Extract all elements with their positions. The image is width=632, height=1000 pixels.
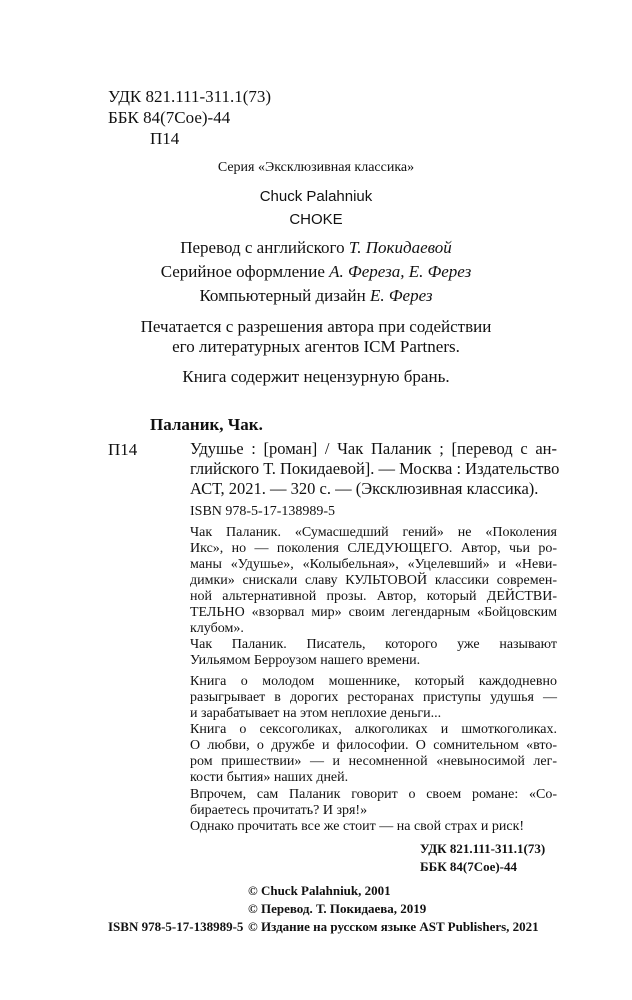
series-line: Серия «Эксклюзивная классика» bbox=[217, 160, 415, 175]
copyright-line-edition: © Издание на русском языке AST Publishers, 2021 bbox=[248, 919, 539, 934]
annotation-line: ной альтернативной прозы. Автор, который ДЕЙСТВИ- bbox=[190, 589, 557, 604]
credit-person: Т. Покидаевой bbox=[348, 238, 452, 257]
annotation-line: Чак Паланик. Писатель, которого уже называют bbox=[190, 637, 557, 652]
annotation-line: ром пришествии» — и несомненной «невыносимой лег- bbox=[190, 754, 557, 769]
annotation-paragraph-5 bbox=[190, 787, 557, 819]
annotation-line: и зарабатывает на этом неплохие деньги... bbox=[190, 706, 442, 721]
description-line: глийского Т. Покидаевой]. — Москва : Издательство bbox=[190, 459, 560, 478]
annotation-line: Однако прочитать все же стоит — на свой страх и риск! bbox=[190, 819, 525, 834]
permission-line-2: его литературных агентов ICM Partners. bbox=[172, 337, 460, 356]
copyright-isbn: ISBN 978-5-17-138989-5 bbox=[108, 919, 244, 934]
credit-role: Компьютерный дизайн bbox=[199, 286, 366, 305]
credit-translation bbox=[0, 238, 632, 258]
annotation-line: Книга о сексоголиках, алкоголиках и шмоткоголиках. bbox=[190, 722, 557, 737]
annotation-paragraph-1 bbox=[190, 525, 557, 637]
annotation-line: Чак Паланик. «Сумасшедший гений» не «Поколения bbox=[190, 525, 557, 540]
credit-role: Серийное оформление bbox=[160, 262, 325, 281]
author-code: П14 bbox=[150, 129, 180, 148]
annotation-line: Уильямом Берроузом нашего времени. bbox=[190, 653, 421, 668]
original-author: Chuck Palahniuk bbox=[259, 188, 373, 205]
annotation-line: клубом». bbox=[190, 621, 244, 636]
annotation-line: Книга о молодом мошеннике, который каждодневно bbox=[190, 674, 557, 689]
catalog-code: П14 bbox=[108, 440, 138, 459]
description-line: АСТ, 2021. — 320 с. — (Эксклюзивная классика). bbox=[190, 479, 539, 498]
bbk-code: ББК 84(7Сое)-44 bbox=[108, 108, 231, 127]
annotation-line: кости бытия» наших дней. bbox=[190, 770, 349, 785]
annotation-line: О любви, о дружбе и философии. О сомнительном «вто- bbox=[190, 738, 557, 753]
annotation-line: ТЕЛЬНО «взорвал мир» своим легендарным «Бойцовским bbox=[190, 605, 557, 620]
annotation-paragraph-3 bbox=[190, 674, 557, 722]
copyright-line-author: © Chuck Palahniuk, 2001 bbox=[248, 883, 391, 898]
annotation-line: димки» снискали славу КУЛЬТОВОЙ классики современ- bbox=[190, 573, 557, 588]
catalog-heading: Паланик, Чак. bbox=[150, 415, 263, 434]
annotation-line: Впрочем, сам Паланик говорит о своем романе: «Со- bbox=[190, 787, 557, 802]
annotation-paragraph-6 bbox=[190, 819, 557, 835]
annotation-line: Икс», но — поколения СЛЕДУЮЩЕГО. Автор, чьи ро- bbox=[190, 541, 557, 556]
credit-person: Е. Ферез bbox=[370, 286, 433, 305]
annotation-line: маны «Удушье», «Колыбельная», «Уцелевший» и «Неви- bbox=[190, 557, 557, 572]
credit-person: А. Фереза, Е. Ферез bbox=[329, 262, 472, 281]
catalog-udk: УДК 821.111-311.1(73) bbox=[420, 841, 546, 856]
catalog-bbk: ББК 84(7Сое)-44 bbox=[420, 859, 518, 874]
copyright-line-translation: © Перевод. Т. Покидаева, 2019 bbox=[248, 901, 427, 916]
annotation-line: бираетесь прочитать? И зря!» bbox=[190, 803, 368, 818]
udk-code: УДК 821.111-311.1(73) bbox=[108, 87, 272, 106]
catalog-isbn: ISBN 978-5-17-138989-5 bbox=[190, 504, 336, 519]
credit-series-design bbox=[0, 262, 632, 282]
credit-role: Перевод с английского bbox=[180, 238, 345, 257]
annotation-line: разыгрывает в дорогих ресторанах приступы удушья — bbox=[190, 690, 557, 705]
content-warning: Книга содержит нецензурную брань. bbox=[182, 367, 450, 386]
permission-line-1: Печатается с разрешения автора при содействии bbox=[140, 317, 492, 336]
original-title: CHOKE bbox=[289, 211, 343, 228]
annotation-paragraph-2 bbox=[190, 637, 557, 669]
credit-computer-design bbox=[0, 286, 632, 306]
description-line: Удушье : [роман] / Чак Паланик ; [перевод с ан- bbox=[190, 439, 557, 458]
annotation-paragraph-4 bbox=[190, 722, 557, 786]
catalog-description bbox=[190, 439, 560, 499]
